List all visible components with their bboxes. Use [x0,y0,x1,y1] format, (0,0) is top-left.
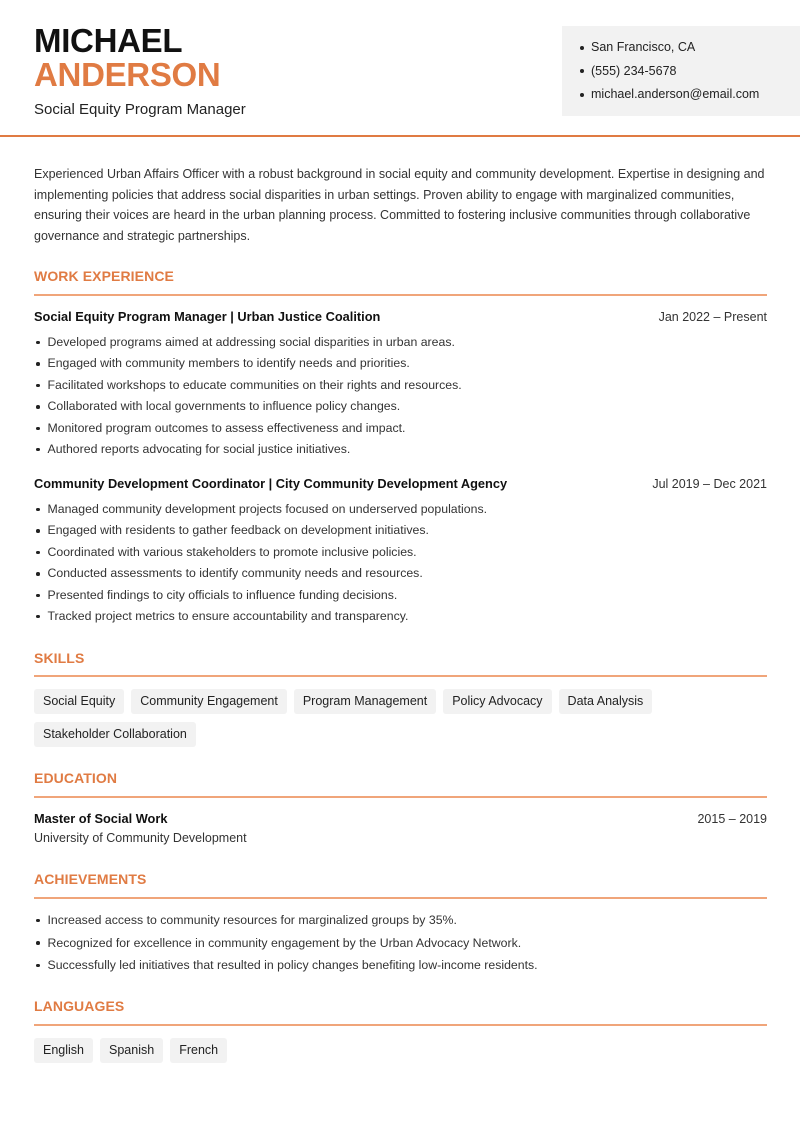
bullet-icon [36,551,40,555]
bullet-icon [36,615,40,619]
bullet-icon [36,964,40,968]
job-date: Jul 2019 – Dec 2021 [652,477,767,491]
list-item: Recognized for excellence in community engagement by the Urban Advocacy Network. [34,932,767,955]
list-item: Successfully led initiatives that resulted in policy changes benefiting low-income residents. [34,954,767,977]
last-name: ANDERSON [34,56,221,93]
education-date: 2015 – 2019 [697,812,767,826]
section-divider [34,1024,767,1026]
section-divider [34,675,767,677]
section-title-work: WORK EXPERIENCE [34,268,174,284]
bullet-icon [36,384,40,388]
list-item: Managed community development projects focused on underserved populations. [34,499,767,520]
job-row [34,476,767,491]
bullet-icon [36,508,40,512]
bullet-icon [36,341,40,345]
bullet-icon [36,405,40,409]
bullet-icon [580,46,584,50]
job-title: Community Development Coordinator | City Community Development Agency [34,476,508,491]
list-item: Coordinated with various stakeholders to promote inclusive policies. [34,542,767,563]
job-bullets [34,332,767,460]
section-title-achievements: ACHIEVEMENTS [34,871,147,887]
bullet-icon [36,362,40,366]
job-title-heading: Social Equity Program Manager [34,101,246,118]
section-title-education: EDUCATION [34,770,118,786]
bullet-icon [580,93,584,97]
job-row [34,309,767,324]
list-item: Developed programs aimed at addressing social disparities in urban areas. [34,332,767,353]
section-divider [34,796,767,798]
bullet-icon [36,941,40,945]
bullet-icon [36,572,40,576]
list-item: Engaged with residents to gather feedback on development initiatives. [34,520,767,541]
skill-tag: Social Equity [34,689,124,714]
skill-tag: Policy Advocacy [443,689,551,714]
contact-phone: (555) 234-5678 [580,60,800,84]
skill-tag: Program Management [294,689,436,714]
skills-tags [34,689,767,747]
language-tag: French [170,1038,227,1063]
contact-location: San Francisco, CA [580,36,800,60]
school: University of Community Development [34,831,247,845]
summary: Experienced Urban Affairs Officer with a robust background in social equity and community development. Expertise in designing and implementing policies that address social disparities in urban settings. Proven ability to engage with marginalized communities, ensuring their voices are heard in the urban planning process. Committed to fostering inclusive communities through collaborative governance and strategic partnerships. [34,167,765,243]
bullet-icon [36,529,40,533]
list-item: Increased access to community resources for marginalized groups by 35%. [34,909,767,932]
skill-tag: Community Engagement [131,689,287,714]
job-date: Jan 2022 – Present [658,310,767,324]
language-tag: Spanish [100,1038,163,1063]
language-tag: English [34,1038,93,1063]
contact-box [562,26,800,116]
section-title-languages: LANGUAGES [34,998,125,1014]
list-item: Tracked project metrics to ensure accountability and transparency. [34,606,767,627]
section-divider [34,897,767,899]
skill-tag: Data Analysis [559,689,653,714]
first-name: MICHAEL [34,22,183,59]
section-title-skills: SKILLS [34,650,85,666]
bullet-icon [580,69,584,73]
degree: Master of Social Work [34,811,168,826]
job-title: Social Equity Program Manager | Urban Justice Coalition [34,309,381,324]
list-item: Collaborated with local governments to influence policy changes. [34,396,767,417]
job-bullets [34,499,767,627]
resume-header [0,0,800,137]
list-item: Conducted assessments to identify community needs and resources. [34,563,767,584]
bullet-icon [36,594,40,598]
section-divider [34,294,767,296]
list-item: Presented findings to city officials to influence funding decisions. [34,585,767,606]
achievements-list [34,909,767,977]
list-item: Engaged with community members to identify needs and priorities. [34,353,767,374]
list-item: Monitored program outcomes to assess effectiveness and impact. [34,418,767,439]
bullet-icon [36,919,40,923]
list-item: Authored reports advocating for social justice initiatives. [34,439,767,460]
education-row [34,811,767,826]
skill-tag: Stakeholder Collaboration [34,722,196,747]
contact-email: michael.anderson@email.com [580,83,800,107]
bullet-icon [36,427,40,431]
list-item: Facilitated workshops to educate communities on their rights and resources. [34,375,767,396]
bullet-icon [36,448,40,452]
language-tags [34,1038,767,1063]
name-block [34,24,246,118]
